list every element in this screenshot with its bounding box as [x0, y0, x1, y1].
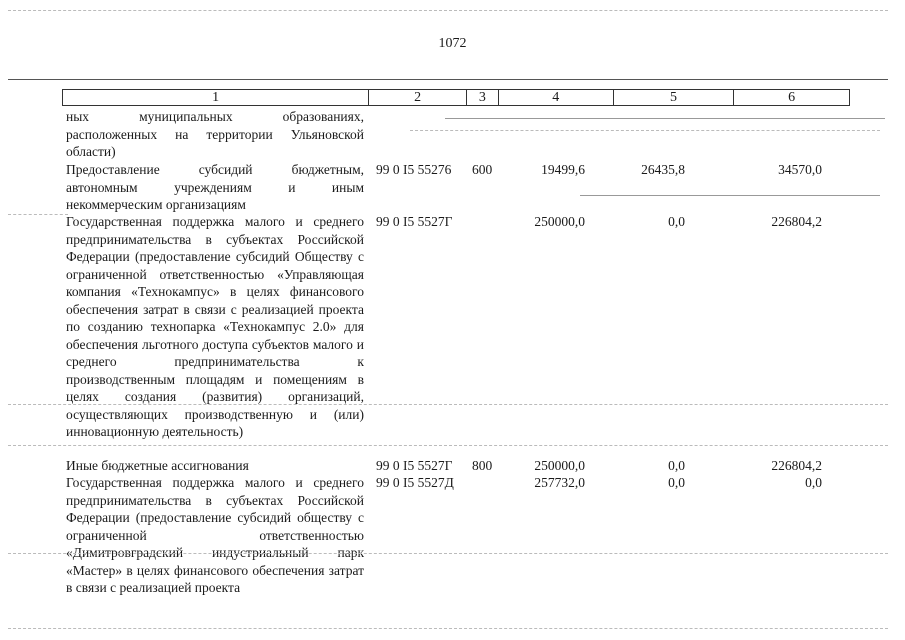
row-1-value-6: 34570,0: [778, 162, 822, 177]
column-header-1: 1: [63, 90, 369, 105]
row-4-value-5: 0,0: [668, 475, 685, 490]
row-4-value-6: 0,0: [805, 475, 822, 490]
row-1-vr: 600: [472, 162, 493, 177]
column-header-3: 3: [467, 90, 499, 105]
scan-line: [8, 445, 888, 446]
row-1-description: Предоставление субсидий бюджетным, автономным учреждениям и иным некоммерческим организациям: [66, 162, 364, 212]
row-3-description: Иные бюджетные ассигнования: [66, 458, 249, 473]
row-2-description: Государственная поддержка малого и среднего предпринимательства в субъектах Российской Федерации (предоставление субсидий Обществу с ограниченной ответственностью «Управляющая компания «Технокампус» в целях финансового обеспечения затрат в связи с реализацией проекта по созданию технопарка «Технокампус 2.0» для обеспечения льготного доступа субъектов малого и среднего предпринимательства к производственным площадям и помещениям в целях создания (развития) организаций, осуществляющих производственную и (или) инновационную деятельность): [66, 214, 364, 439]
row-3-value-6: 226804,2: [771, 458, 822, 473]
top-rule: [8, 79, 888, 80]
row-2-value-4: 250000,0: [534, 214, 585, 229]
row-0-description: ных муниципальных образованиях, расположенных на территории Ульяновской области): [66, 109, 364, 159]
table-header-row: [62, 89, 850, 106]
scan-line: [410, 130, 880, 131]
scan-line: [8, 404, 888, 405]
scan-line: [8, 214, 68, 215]
row-1-code: 99 0 I5 55276: [376, 162, 452, 177]
scan-line: [445, 118, 885, 119]
scan-line: [8, 553, 888, 554]
row-4-description: Государственная поддержка малого и среднего предпринимательства в субъектах Российской Федерации (предоставление субсидий обществу с ограниченной ответственностью «Димитровградский индустриальный парк «Мастер» в целях финансового обеспечения затрат в связи с реализацией проекта: [66, 475, 364, 595]
column-header-4: 4: [499, 90, 614, 105]
row-1-value-5: 26435,8: [641, 162, 685, 177]
column-header-6: 6: [788, 90, 796, 105]
row-2-value-5: 0,0: [668, 214, 685, 229]
scan-line: [580, 195, 880, 196]
row-3-vr: 800: [472, 458, 493, 473]
column-header-2: 2: [369, 90, 467, 105]
page-number: 1072: [438, 36, 467, 51]
scan-line: [8, 628, 888, 629]
row-3-code: 99 0 I5 5527Г: [376, 458, 453, 473]
row-1-value-4: 19499,6: [541, 162, 585, 177]
scan-line: [8, 10, 888, 11]
row-4-code: 99 0 I5 5527Д: [376, 475, 454, 490]
row-3-value-4: 250000,0: [534, 458, 585, 473]
row-3-value-5: 0,0: [668, 458, 685, 473]
row-2-code: 99 0 I5 5527Г: [376, 214, 453, 229]
row-4-value-4: 257732,0: [534, 475, 585, 490]
row-2-value-6: 226804,2: [771, 214, 822, 229]
column-header-5: 5: [614, 90, 735, 105]
